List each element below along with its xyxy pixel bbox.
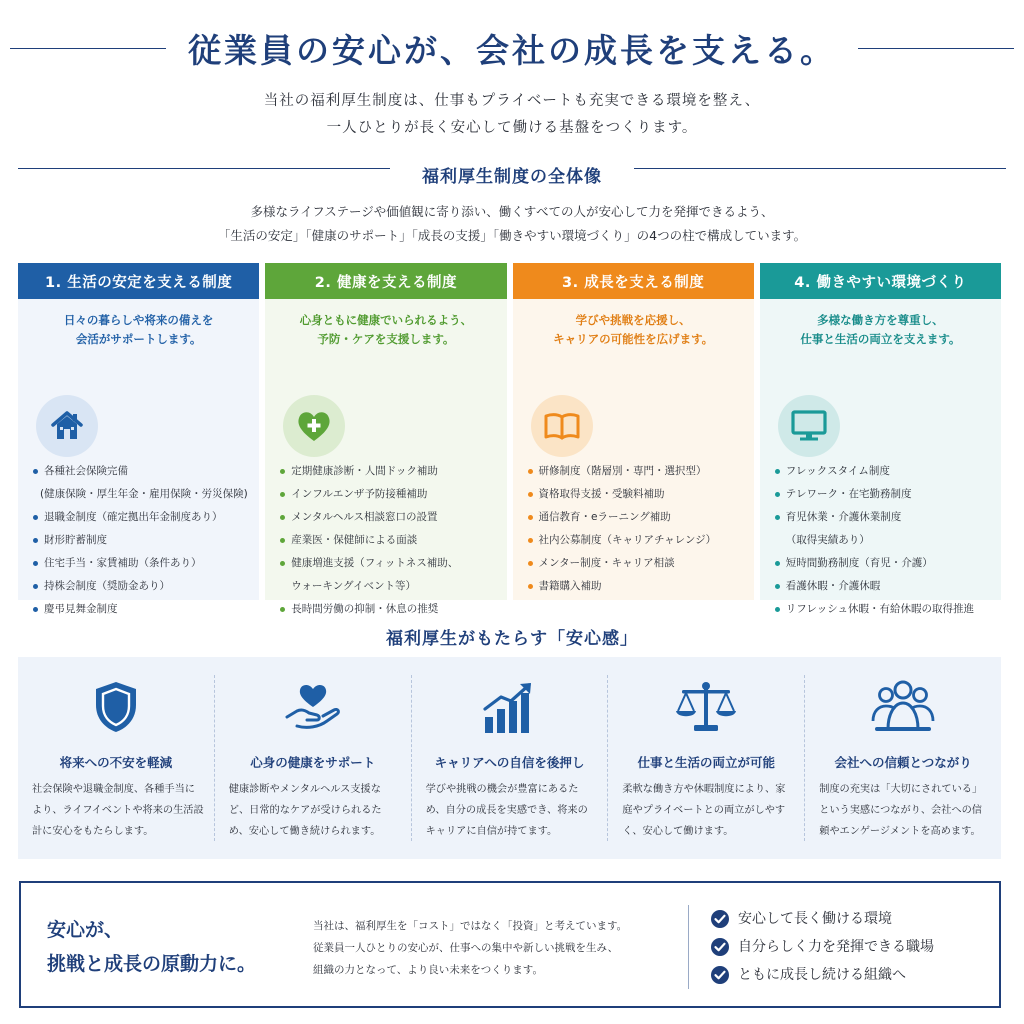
list-item: メンター制度・キャリア相談	[528, 552, 748, 575]
benefit-title: キャリアへの自信を後押し	[434, 755, 585, 770]
check-list	[711, 905, 934, 989]
growth-chart-icon	[412, 679, 608, 739]
closing-title-line: 安心が、	[47, 919, 124, 941]
list-item: ウォーキングイベント等）	[291, 580, 416, 592]
benefit-title: 心身の健康をサポート	[250, 755, 376, 770]
list-item: (健康保険・厚生年金・雇用保険・労災保険)	[40, 488, 248, 500]
list-item: 健康増進支援（フィットネス補助、	[280, 552, 500, 575]
pillar-card-growth	[513, 263, 754, 600]
heart-hand-icon	[215, 679, 411, 739]
pillar-item-list	[775, 460, 995, 621]
closing-title	[47, 913, 256, 981]
benefits-title: 福利厚生がもたらす「安心感」	[386, 629, 638, 649]
list-item: 研修制度（階層別・専門・選択型）	[528, 460, 748, 483]
list-item: 社内公募制度（キャリアチャレンジ）	[528, 529, 748, 552]
book-icon	[531, 395, 593, 457]
pillar-subtitle-line: 会活がサポートします。	[75, 332, 202, 346]
pillar-grid	[18, 263, 1001, 615]
check-label: 安心して長く働ける環境	[738, 911, 892, 927]
closing-text-line: 当社は、福利厚生を「コスト」ではなく「投資」と考えています。	[313, 920, 628, 932]
pillar-title: 3. 成長を支える制度	[513, 263, 754, 299]
pillar-item-list	[280, 460, 500, 621]
list-item: 持株会制度（奨励金あり）	[33, 575, 253, 598]
list-item: フレックスタイム制度	[775, 460, 995, 483]
pillar-card-life	[18, 263, 259, 615]
closing-text	[313, 915, 673, 981]
list-item: 通信教育・eラーニング補助	[528, 506, 748, 529]
list-item: テレワーク・在宅勤務制度	[775, 483, 995, 506]
pillar-subtitle	[18, 311, 259, 349]
pillar-subtitle	[760, 311, 1001, 349]
pillar-subtitle-line: 心身ともに健康でいられるよう、	[299, 313, 473, 327]
benefit-title: 将来への不安を軽減	[59, 755, 173, 770]
check-circle-icon	[711, 966, 729, 984]
hero-lead-line: 一人ひとりが長く安心して働ける基盤をつくります。	[326, 120, 698, 136]
pillar-subtitle-line: 学びや挑戦を応援し、	[575, 313, 691, 327]
house-icon	[36, 395, 98, 457]
check-label: 自分らしく力を発揮できる職場	[738, 939, 934, 955]
benefit-text: 健康診断やメンタルヘルス支援など、日常的なケアが受けられるため、安心して働き続けられます。	[228, 784, 382, 837]
list-item: 退職金制度（確定拠出年金制度あり）	[33, 506, 253, 529]
closing-text-line: 組織の力となって、より良い未来をつくります。	[313, 964, 543, 976]
page-title: 従業員の安心が、会社の成長を支える。	[188, 30, 836, 70]
pillar-title: 4. 働きやすい環境づくり	[760, 263, 1001, 299]
benefit-title: 仕事と生活の両立が可能	[637, 755, 776, 770]
list-item: 長時間労働の抑制・休息の推奨	[280, 598, 500, 621]
check-circle-icon	[711, 910, 729, 928]
hero-lead-line: 当社の福利厚生制度は、仕事もプライベートも充実できる環境を整え、	[263, 93, 761, 109]
benefit-text: 社会保険や退職金制度、各種手当により、ライフイベントや将来の生活設計に安心をもたらします。	[32, 784, 204, 837]
team-icon	[805, 679, 1001, 739]
list-item: 慶弔見舞金制度	[33, 598, 253, 621]
benefit-card	[412, 675, 609, 841]
pillar-body	[18, 299, 259, 615]
list-item: 産業医・保健師による面談	[280, 529, 500, 552]
list-item: 資格取得支援・受験料補助	[528, 483, 748, 506]
list-item: 定期健康診断・人間ドック補助	[280, 460, 500, 483]
pillar-title: 2. 健康を支える制度	[265, 263, 506, 299]
benefit-card	[215, 675, 412, 841]
benefit-text: 柔軟な働き方や休暇制度により、家庭やプライベートとの両立がしやすく、安心して働けます。	[622, 784, 786, 837]
list-item: リフレッシュ休暇・有給休暇の取得推進	[775, 598, 995, 621]
benefit-card	[805, 675, 1001, 841]
pillar-subtitle	[513, 311, 754, 349]
list-item: 短時間勤務制度（育児・介護）	[775, 552, 995, 575]
shield-icon	[18, 679, 214, 739]
pillar-card-health	[265, 263, 506, 615]
closing-text-line: 従業員一人ひとりの安心が、仕事への集中や新しい挑戦を生み、	[313, 942, 619, 954]
pillar-item-list	[33, 460, 253, 621]
pillar-item-list	[528, 460, 748, 598]
benefits-panel	[18, 657, 1001, 859]
check-item	[711, 905, 934, 933]
list-item: 各種社会保険完備	[33, 460, 253, 483]
pillar-title: 1. 生活の安定を支える制度	[18, 263, 259, 299]
pillar-subtitle-line: 多様な働き方を尊重し、	[817, 313, 944, 327]
list-item: 育児休業・介護休業制度	[775, 506, 995, 529]
check-circle-icon	[711, 938, 729, 956]
benefit-text: 制度の充実は「大切にされている」という実感につながり、会社への信頼やエンゲージメントを高めます。	[819, 784, 983, 837]
overview-desc-line: 「生活の安定」「健康のサポート」「成長の支援」「働きやすい環境づくり」の4つの柱で構成しています。	[217, 228, 807, 243]
closing-panel	[19, 881, 1001, 1008]
balance-scale-icon	[608, 679, 804, 739]
list-item: 財形貯蓄制度	[33, 529, 253, 552]
pillar-subtitle-line: キャリアの可能性を広げます。	[553, 332, 714, 346]
pillar-subtitle-line: 予防・ケアを支援します。	[317, 332, 455, 346]
hero-title-row	[10, 22, 1014, 74]
list-item: 看護休暇・介護休暇	[775, 575, 995, 598]
list-item: インフルエンザ予防接種補助	[280, 483, 500, 506]
pillar-subtitle	[265, 311, 506, 349]
list-item: メンタルヘルス相談窓口の設置	[280, 506, 500, 529]
overview-header	[18, 160, 1006, 192]
overview-title: 福利厚生制度の全体像	[422, 167, 602, 187]
list-item: 書籍購入補助	[528, 575, 748, 598]
overview-description	[0, 200, 1024, 248]
pillar-body	[760, 299, 1001, 615]
overview-desc-line: 多様なライフステージや価値観に寄り添い、働くすべての人が安心して力を発揮できるよう、	[250, 204, 774, 219]
hero-lead	[0, 88, 1024, 142]
closing-title-line: 挑戦と成長の原動力に。	[47, 953, 257, 975]
pillar-subtitle-line: 仕事と生活の両立を支えます。	[800, 332, 961, 346]
section-rule-right	[634, 168, 1006, 169]
closing-divider	[688, 905, 689, 989]
check-item	[711, 961, 934, 989]
list-item: （取得実績あり）	[785, 534, 870, 546]
pillar-subtitle-line: 日々の暮らしや将来の備えを	[63, 313, 214, 327]
benefit-title: 会社への信頼とつながり	[834, 755, 972, 770]
pillar-body	[265, 299, 506, 615]
pillar-body	[513, 299, 754, 600]
benefit-card	[608, 675, 805, 841]
hero-rule-right	[858, 48, 1014, 49]
benefit-text: 学びや挑戦の機会が豊富にあるため、自分の成長を実感でき、将来のキャリアに自信が持てます。	[425, 784, 588, 837]
check-item	[711, 933, 934, 961]
pillar-card-workstyle	[760, 263, 1001, 615]
list-item: 住宅手当・家賃補助（条件あり）	[33, 552, 253, 575]
hero-rule-left	[10, 48, 166, 49]
monitor-icon	[778, 395, 840, 457]
check-label: ともに成長し続ける組織へ	[738, 967, 906, 983]
benefit-card	[18, 675, 215, 841]
heart-plus-icon	[283, 395, 345, 457]
